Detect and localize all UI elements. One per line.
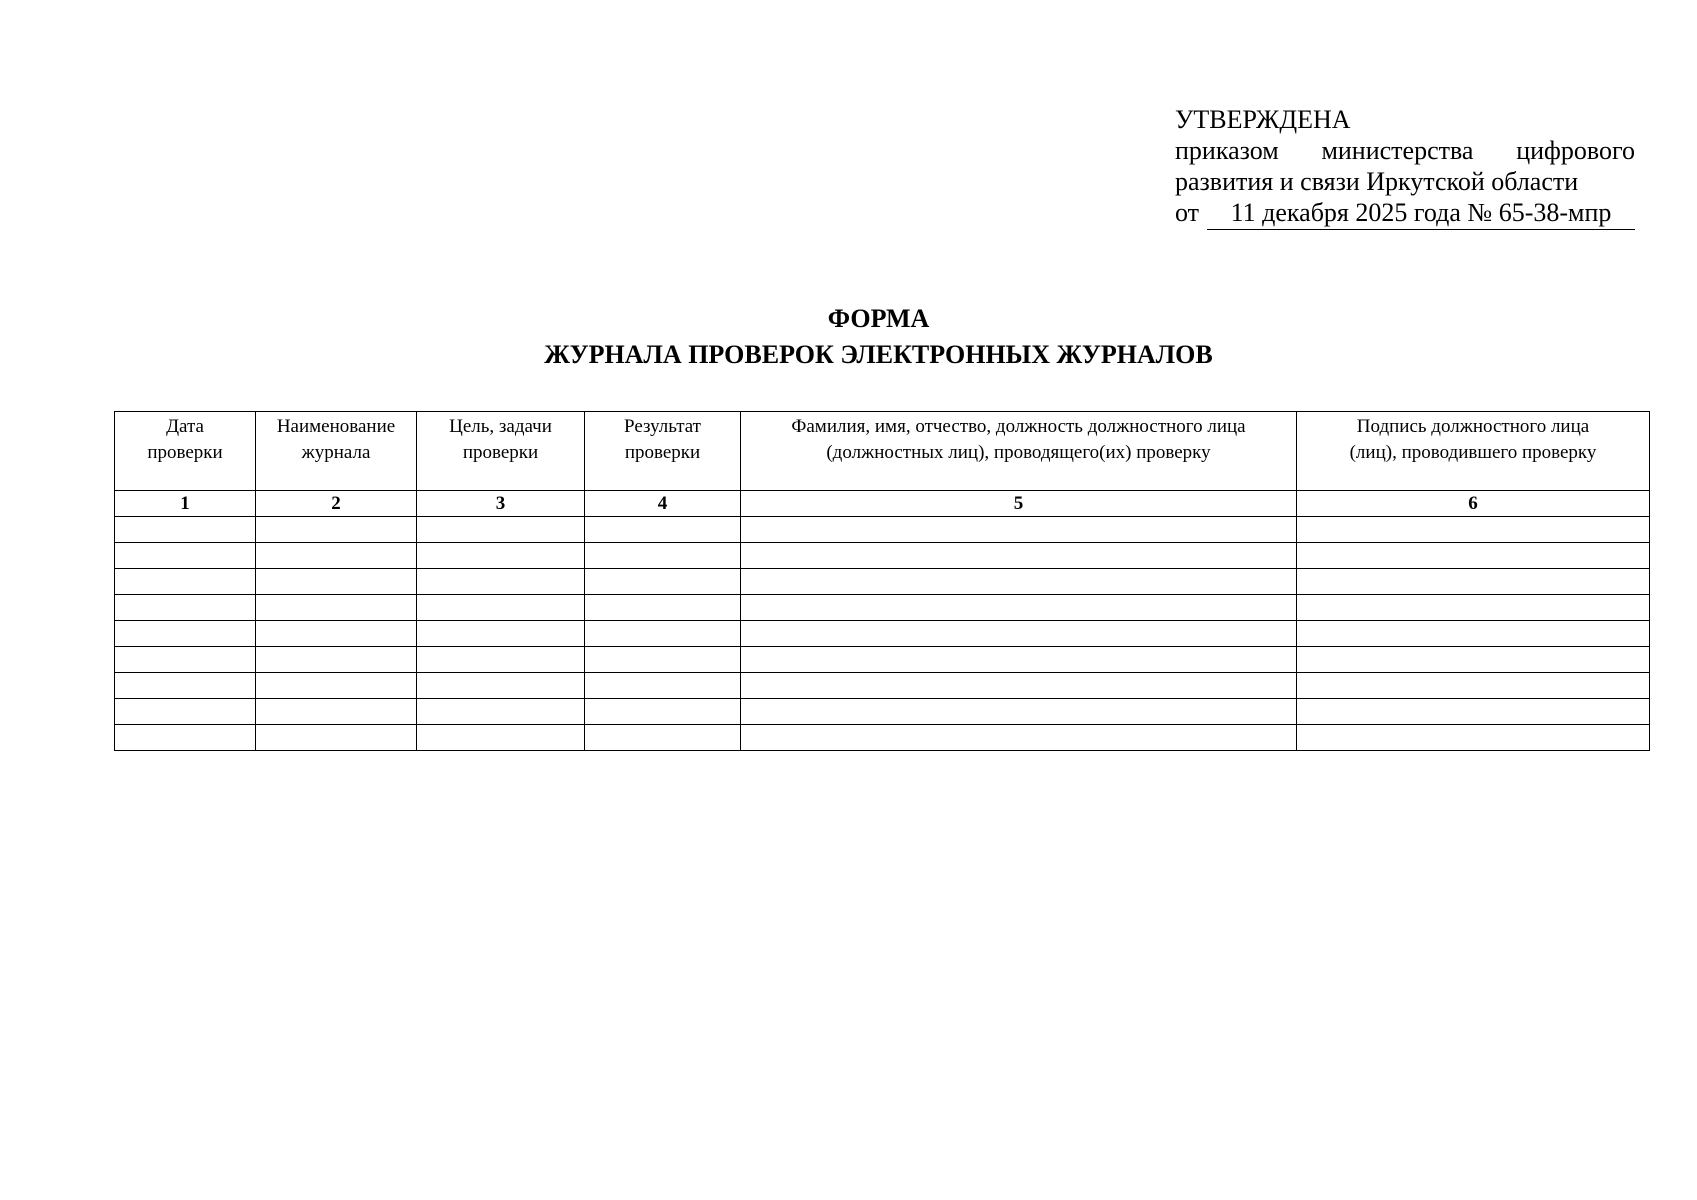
table-cell xyxy=(256,569,417,595)
table-row xyxy=(115,647,1650,673)
header-line: Наименование xyxy=(276,416,396,437)
table-row xyxy=(115,517,1650,543)
table-cell xyxy=(741,621,1297,647)
approval-word: приказом xyxy=(1175,136,1279,165)
table-cell xyxy=(417,647,585,673)
column-header-purpose xyxy=(417,412,585,491)
journal-table xyxy=(114,411,1650,751)
approval-line-2 xyxy=(1175,135,1635,166)
table-cell xyxy=(256,517,417,543)
table-cell xyxy=(115,699,256,725)
table-cell xyxy=(256,543,417,569)
column-number: 6 xyxy=(1297,491,1650,517)
table-cell xyxy=(1297,647,1650,673)
header-line: (лиц), проводившего проверку xyxy=(1349,442,1597,463)
table-cell xyxy=(741,543,1297,569)
table-cell xyxy=(741,725,1297,751)
table-cell xyxy=(1297,543,1650,569)
table-cell xyxy=(741,595,1297,621)
table-row xyxy=(115,621,1650,647)
table-cell xyxy=(115,621,256,647)
table-cell xyxy=(115,517,256,543)
table-cell xyxy=(115,725,256,751)
column-header-date xyxy=(115,412,256,491)
order-date-number: 11 декабря 2025 года № 65-38-мпр xyxy=(1207,199,1635,230)
table-cell xyxy=(585,647,741,673)
column-number: 3 xyxy=(417,491,585,517)
table-cell xyxy=(115,673,256,699)
table-cell xyxy=(741,517,1297,543)
table-cell xyxy=(1297,725,1650,751)
table-cell xyxy=(585,673,741,699)
header-line: Результат xyxy=(624,416,701,437)
table-row xyxy=(115,673,1650,699)
table-cell xyxy=(115,647,256,673)
table-cell xyxy=(585,699,741,725)
table-cell xyxy=(1297,569,1650,595)
table-cell xyxy=(585,517,741,543)
header-line: проверки xyxy=(624,442,701,463)
table-cell xyxy=(115,569,256,595)
table-cell xyxy=(256,699,417,725)
table-cell xyxy=(741,699,1297,725)
approval-word: цифрового xyxy=(1516,136,1635,165)
column-number: 4 xyxy=(585,491,741,517)
column-number: 5 xyxy=(741,491,1297,517)
table-row xyxy=(115,725,1650,751)
table-cell xyxy=(741,673,1297,699)
form-subtitle: ЖУРНАЛА ПРОВЕРОК ЭЛЕКТРОННЫХ ЖУРНАЛОВ xyxy=(544,340,1213,369)
order-prefix: от xyxy=(1175,198,1200,227)
column-number-row xyxy=(115,491,1650,517)
column-header-journal-name xyxy=(256,412,417,491)
table-cell xyxy=(585,725,741,751)
header-line: проверки xyxy=(462,442,539,463)
table-cell xyxy=(585,543,741,569)
table-cell xyxy=(417,517,585,543)
table-row xyxy=(115,543,1650,569)
table-cell xyxy=(585,621,741,647)
table-cell xyxy=(417,543,585,569)
table-cell xyxy=(1297,621,1650,647)
approval-word: министерства xyxy=(1321,136,1474,165)
table-cell xyxy=(1297,517,1650,543)
table-cell xyxy=(256,725,417,751)
table-row xyxy=(115,595,1650,621)
form-title: ФОРМА xyxy=(827,304,930,333)
table-cell xyxy=(417,621,585,647)
table-cell xyxy=(1297,673,1650,699)
table-cell xyxy=(417,595,585,621)
header-line: Цель, задачи xyxy=(449,416,552,437)
column-header-official xyxy=(741,412,1297,491)
table-cell xyxy=(115,543,256,569)
table-row xyxy=(115,569,1650,595)
table-cell xyxy=(417,699,585,725)
table-row xyxy=(115,699,1650,725)
table-cell xyxy=(256,621,417,647)
table-cell xyxy=(741,647,1297,673)
approval-heading: УТВЕРЖДЕНА xyxy=(1175,105,1351,134)
table-cell xyxy=(256,647,417,673)
column-header-result xyxy=(585,412,741,491)
header-line: Фамилия, имя, отчество, должность должностного лица xyxy=(791,416,1246,437)
table-cell xyxy=(1297,595,1650,621)
table-cell xyxy=(585,595,741,621)
table-cell xyxy=(417,569,585,595)
header-line: Дата xyxy=(166,416,204,437)
journal-table-body xyxy=(115,491,1650,751)
table-cell xyxy=(256,673,417,699)
column-number: 2 xyxy=(256,491,417,517)
column-number: 1 xyxy=(115,491,256,517)
header-line: проверки xyxy=(147,442,223,463)
table-cell xyxy=(417,725,585,751)
table-cell xyxy=(417,673,585,699)
header-line: Подпись должностного лица xyxy=(1356,416,1590,437)
table-cell xyxy=(741,569,1297,595)
header-line: журнала xyxy=(301,442,371,463)
approval-block xyxy=(1175,104,1635,230)
header-row xyxy=(115,412,1650,491)
table-cell xyxy=(1297,699,1650,725)
column-header-signature xyxy=(1297,412,1650,491)
table-cell xyxy=(115,595,256,621)
table-cell xyxy=(585,569,741,595)
table-cell xyxy=(256,595,417,621)
approval-line-3: развития и связи Иркутской области xyxy=(1175,167,1579,196)
header-line: (должностных лиц), проводящего(их) проверку xyxy=(826,442,1211,463)
order-line xyxy=(1175,197,1635,230)
